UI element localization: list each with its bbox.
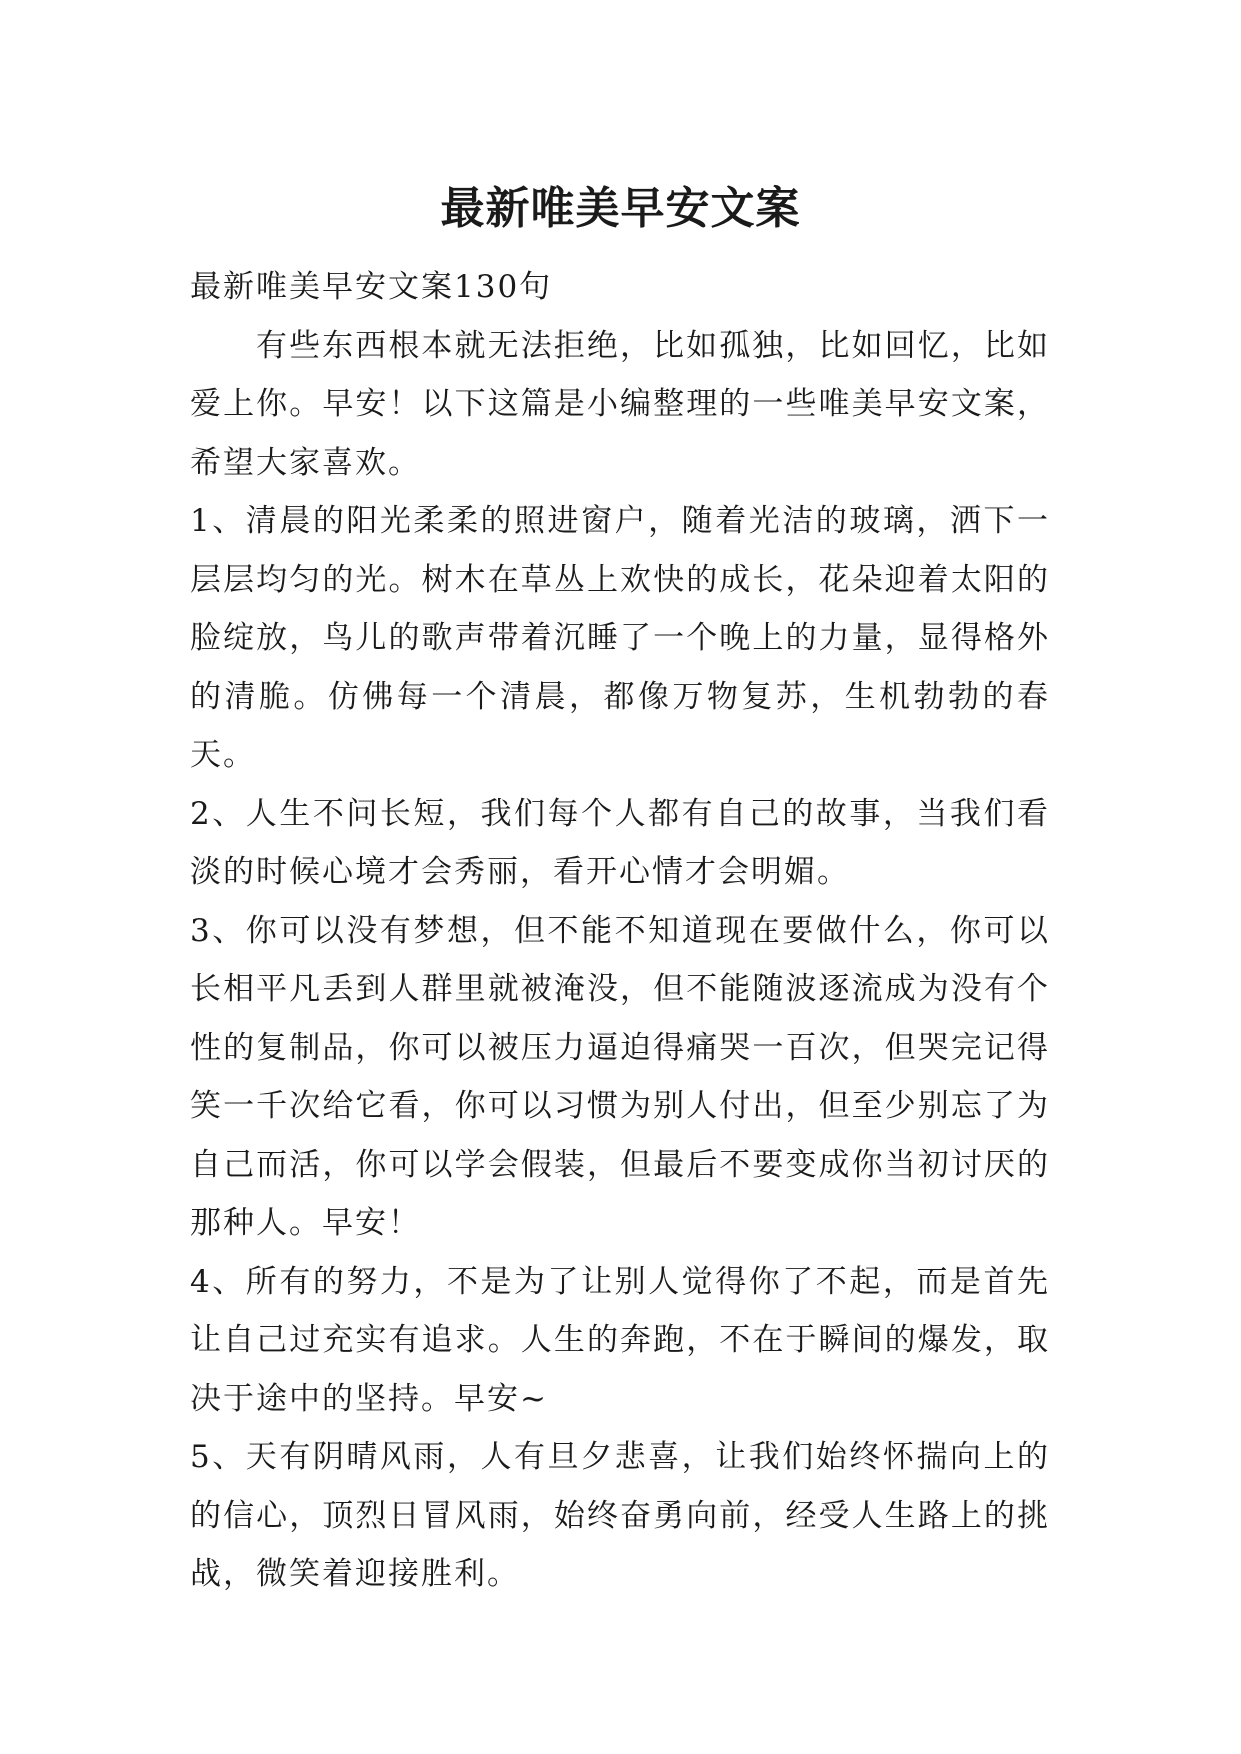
intro-paragraph: 有些东西根本就无法拒绝，比如孤独，比如回忆，比如爱上你。早安！以下这篇是小编整理的一些唯美早安文案，希望大家喜欢。 [190,327,1050,481]
document-body [190,258,1050,1604]
list-item: 4、所有的努力，不是为了让别人觉得你了不起，而是首先让自己过充实有追求。人生的奔跑，不在于瞬间的爆发，取决于途中的坚持。早安~ [190,1263,1050,1417]
list-item: 2、人生不问长短，我们每个人都有自己的故事，当我们看淡的时候心境才会秀丽，看开心情才会明媚。 [190,795,1050,890]
list-item: 3、你可以没有梦想，但不能不知道现在要做什么，你可以长相平凡丢到人群里就被淹没，但不能随波逐流成为没有个性的复制品，你可以被压力逼迫得痛哭一百次，但哭完记得笑一千次给它看，你可以习惯为别人付出，但至少别忘了为自己而活，你可以学会假装，但最后不要变成你当初讨厌的那种人。早安！ [190,912,1050,1241]
list-item: 5、天有阴晴风雨，人有旦夕悲喜，让我们始终怀揣向上的的信心，顶烈日冒风雨，始终奋勇向前，经受人生路上的挑战，微笑着迎接胜利。 [190,1439,1050,1592]
list-item: 1、清晨的阳光柔柔的照进窗户，随着光洁的玻璃，洒下一层层均匀的光。树木在草丛上欢快的成长，花朵迎着太阳的脸绽放，鸟儿的歌声带着沉睡了一个晚上的力量，显得格外的清脆。仿佛每一个清晨，都像万物复苏，生机勃勃的春天。 [190,503,1050,773]
document-subtitle: 最新唯美早安文案130句 [190,269,553,305]
document-title: 最新唯美早安文案 [440,183,801,235]
